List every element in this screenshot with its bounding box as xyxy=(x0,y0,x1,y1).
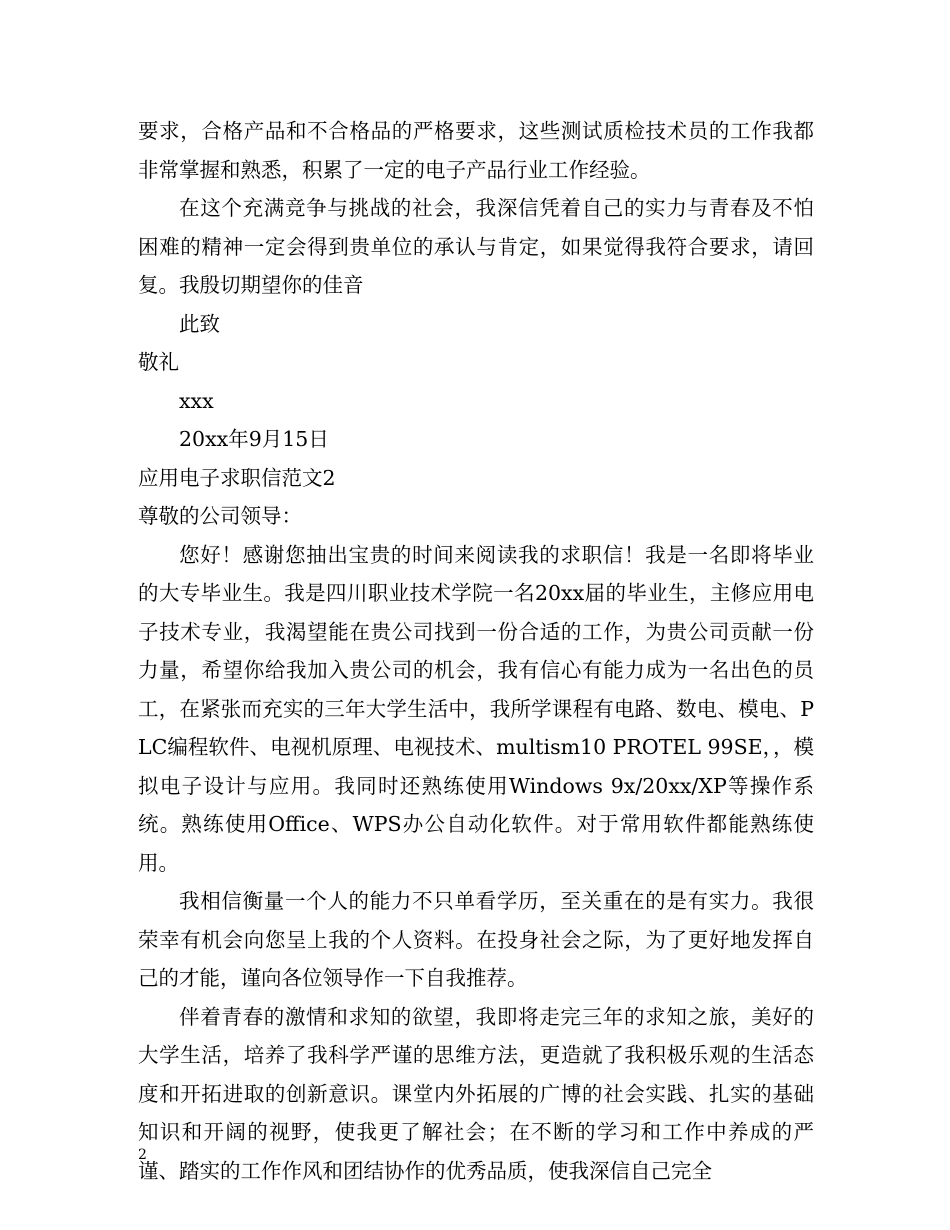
signature-name: xxx xyxy=(179,388,214,413)
letter-greeting: 尊敬的公司领导： xyxy=(138,504,302,528)
signature-date: 20xx年9月15日 xyxy=(179,427,329,451)
paragraph-university-life: 伴着青春的激情和求知的欲望，我即将走完三年的求知之旅，美好的大学生活，培养了我科学严谨的思维方法，更造就了我积极乐观的生活态度和开拓进取的创新意识。课堂内外拓展的广博的社会实践、扎实的基础知识和开阔的视野，使我更了解社会；在不断的学习和工作中养成的严谨、踏实的工作作风和团结协作的优秀品质，使我深信自己完全 xyxy=(138,1004,814,1183)
paragraph-introduction: 您好！感谢您抽出宝贵的时间来阅读我的求职信！我是一名即将毕业的大专毕业生。我是四川职业技术学院一名20xx届的毕业生，主修应用电子技术专业，我渴望能在贵公司找到一份合适的工作，为贵公司贡献一份力量，希望你给我加入贵公司的机会，我有信心有能力成为一名出色的员工，在紧张而充实的三年大学生活中，我所学课程有电路、数电、模电、PLC编程软件、电视机原理、电视技术、multism10 PROTEL 99SE，，模拟电子设计与应用。我同时还熟练使用Windows 9x/20xx/XP等操作系统。熟练使用Office、WPS办公自动化软件。对于常用软件都能熟练使用。 xyxy=(138,542,814,875)
paragraph-continuation: 要求，合格产品和不合格品的严格要求，这些测试质检技术员的工作我都非常掌握和熟悉，积累了一定的电子产品行业工作经验。 xyxy=(138,119,814,182)
salutation-cizhi: 此致 xyxy=(179,311,220,336)
document-body xyxy=(138,112,814,1190)
section-title: 应用电子求职信范文2 xyxy=(138,465,336,490)
page-number: 2 xyxy=(138,1147,147,1163)
paragraph-closing-appeal: 在这个充满竞争与挑战的社会，我深信凭着自己的实力与青春及不怕困难的精神一定会得到贵单位的承认与肯定，如果觉得我符合要求，请回复。我殷切期望你的佳音 xyxy=(138,196,814,297)
paragraph-ability: 我相信衡量一个人的能力不只单看学历，至关重在的是有实力。我很荣幸有机会向您呈上我的个人资料。在投身社会之际，为了更好地发挥自己的才能，谨向各位领导作一下自我推荐。 xyxy=(138,889,814,990)
salutation-jingli: 敬礼 xyxy=(138,350,179,374)
